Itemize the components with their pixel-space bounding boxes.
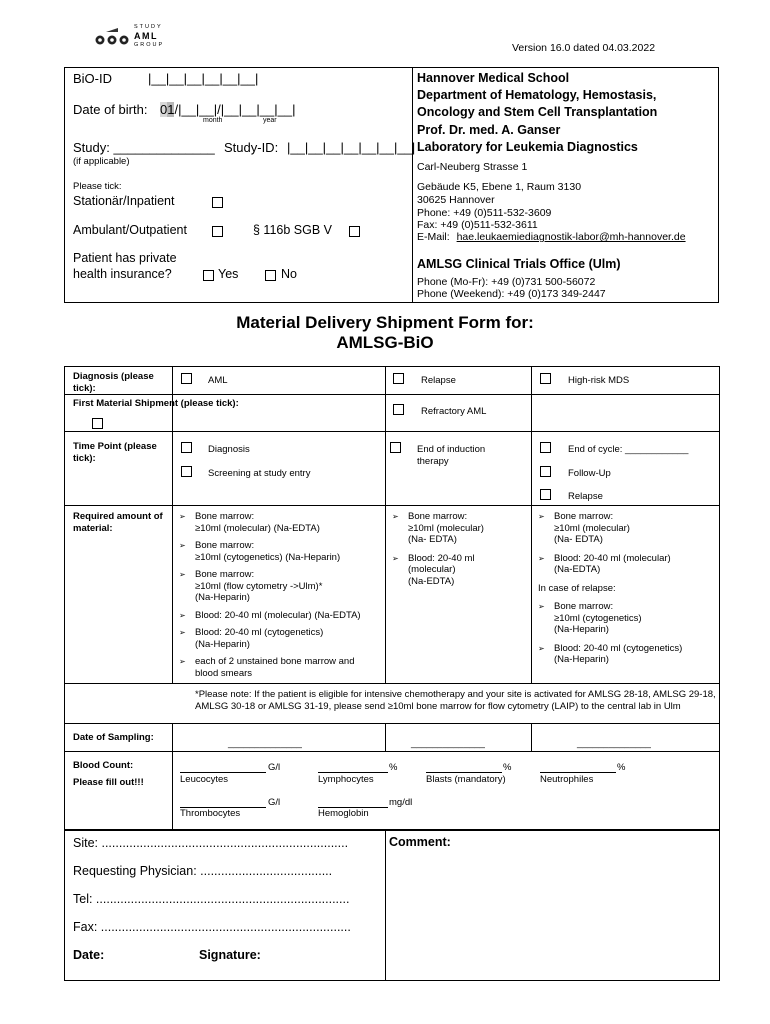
month-hint: month — [203, 117, 223, 124]
thrombocytes-label: Thrombocytes — [180, 808, 241, 819]
aml-checkbox[interactable] — [181, 373, 192, 384]
physician-field[interactable]: Requesting Physician: ...................................... — [73, 864, 333, 878]
flow-cytometry-note: *Please note: If the patient is eligible for intensive chemotherapy and your site is activated for AMLSG 28-18, AMLSG 29-18, AMLSG 30-18 or AMLSG 31-19, please send ≥10ml bone marrow for flow cytometry (LAIP) to the central lab in Ulm — [195, 689, 716, 712]
hr-mds-label: High-risk MDS — [568, 375, 630, 386]
lymphocytes-field[interactable] — [318, 762, 388, 773]
please-tick: Please tick: — [73, 181, 122, 192]
ctc-office: AMLSG Clinical Trials Office (Ulm) — [417, 257, 621, 271]
timepoint-label: Time Point (please tick): — [73, 441, 157, 464]
study-id-label: Study-ID: — [224, 140, 279, 155]
neutrophiles-unit: % — [617, 762, 626, 773]
lab-name: Laboratory for Leukemia Diagnostics — [417, 140, 638, 154]
stationar-checkbox[interactable] — [212, 197, 223, 208]
material-item: ➢ Blood: 20-40 ml (molecular) (Na-EDTA) — [179, 610, 384, 622]
signature-label: Signature: — [199, 948, 261, 962]
leucocytes-label: Leucocytes — [180, 774, 229, 785]
tp-end-induction-label: End of induction therapy — [417, 444, 486, 467]
tp-diagnosis-checkbox[interactable] — [181, 442, 192, 453]
material-item: ➢ Blood: 20-40 ml (molecular) (Na-EDTA) — [392, 553, 530, 588]
hemoglobin-field[interactable] — [318, 797, 388, 808]
sampling-field-1[interactable]: ______________ — [228, 738, 302, 749]
street: Carl-Neuberg Strasse 1 — [417, 161, 528, 173]
email-label: E-Mail: — [417, 231, 450, 243]
tp-relapse-checkbox[interactable] — [540, 489, 551, 500]
email-link[interactable]: hae.leukaemiediagnostik-labor@mh-hannover.de — [456, 231, 686, 243]
tp-end-induction-checkbox[interactable] — [390, 442, 401, 453]
tel-field[interactable]: Tel: ......................................................................... — [73, 892, 350, 906]
material-col3-list — [538, 511, 718, 582]
hr-mds-checkbox[interactable] — [540, 373, 551, 384]
site-field[interactable]: Site: ....................................................................... — [73, 836, 349, 850]
neutrophiles-label: Neutrophiles — [540, 774, 594, 785]
material-item: ➢ Bone marrow: ≥10ml (molecular) (Na- EDTA) — [538, 511, 718, 546]
department-line1: Department of Hematology, Hemostasis, — [417, 88, 657, 102]
fax: Fax: +49 (0)511-532-3611 — [417, 219, 538, 231]
material-item: ➢ Blood: 20-40 ml (molecular) (Na-EDTA) — [538, 553, 718, 576]
form-subtitle: AMLSG-BiO — [336, 333, 434, 352]
tp-screening-checkbox[interactable] — [181, 466, 192, 477]
leucocytes-field[interactable] — [180, 762, 266, 773]
professor-name: Prof. Dr. med. A. Ganser — [417, 123, 561, 137]
sgb-label: § 116b SGB V — [253, 223, 332, 237]
logo-aml: AML — [134, 31, 158, 41]
comment-label: Comment: — [389, 835, 451, 849]
date-label: Date: — [73, 948, 105, 962]
blasts-unit: % — [503, 762, 512, 773]
material-item: ➢ Bone marrow: ≥10ml (cytogenetics) (Na-Heparin) — [179, 540, 384, 563]
main-table — [64, 366, 720, 830]
if-applicable: (if applicable) — [73, 156, 130, 167]
version-text: Version 16.0 dated 04.03.2022 — [512, 42, 656, 54]
relapse-diagnosis-label: Relapse — [421, 375, 456, 386]
no-checkbox[interactable] — [265, 270, 276, 281]
tp-relapse-label: Relapse — [568, 491, 603, 502]
material-item: ➢ Blood: 20-40 ml (cytogenetics) (Na-Heparin) — [538, 643, 718, 666]
dob-day-digit1: 0 — [160, 102, 168, 117]
tp-followup-checkbox[interactable] — [540, 466, 551, 477]
tp-screening-label: Screening at study entry — [208, 468, 311, 479]
material-item: ➢ Bone marrow: ≥10ml (flow cytometry ->Ulm)* (Na-Heparin) — [179, 569, 384, 604]
lymphocytes-label: Lymphocytes — [318, 774, 374, 785]
ambulant-label: Ambulant/Outpatient — [73, 223, 187, 237]
lymphocytes-unit: % — [389, 762, 398, 773]
material-item: ➢ Bone marrow: ≥10ml (molecular) (Na-EDTA) — [179, 511, 384, 534]
private-insurance-label: Patient has private — [73, 251, 177, 265]
logo-group: GROUP — [134, 42, 165, 48]
private-insurance-question: health insurance? — [73, 267, 172, 281]
bio-id-field[interactable]: |__|__|__|__|__|__| — [148, 71, 259, 86]
dob-label: Date of birth: — [73, 102, 148, 117]
ambulant-checkbox[interactable] — [212, 226, 223, 237]
material-item: ➢ Bone marrow: ≥10ml (cytogenetics) (Na-Heparin) — [538, 601, 718, 636]
tp-diagnosis-label: Diagnosis — [208, 444, 250, 455]
no-label: No — [281, 267, 297, 281]
stationar-label: Stationär/Inpatient — [73, 194, 175, 208]
building: Gebäude K5, Ebene 1, Raum 3130 — [417, 181, 582, 193]
blood-count-label: Blood Count: — [73, 760, 134, 771]
dob-day-digit2: 1 — [167, 102, 175, 117]
city: 30625 Hannover — [417, 194, 495, 206]
tp-end-cycle-checkbox[interactable] — [540, 442, 551, 453]
tp-followup-label: Follow-Up — [568, 468, 611, 479]
phone: Phone: +49 (0)511-532-3609 — [417, 207, 552, 219]
dob-rest: /|__|__|/|__|__|__|__| — [174, 102, 296, 117]
aml-label: AML — [208, 375, 228, 386]
sampling-field-2[interactable]: ______________ — [411, 738, 485, 749]
sampling-label: Date of Sampling: — [73, 732, 154, 743]
bio-id-label: BiO-ID — [73, 71, 112, 86]
material-item: ➢ each of 2 unstained bone marrow and blood smears — [179, 656, 384, 679]
neutrophiles-field[interactable] — [540, 762, 616, 773]
material-label: Required amount of material: — [73, 511, 163, 534]
school-name: Hannover Medical School — [417, 71, 570, 85]
material-item: ➢ Bone marrow: ≥10ml (molecular) (Na- EDTA) — [392, 511, 530, 546]
material-col1-list — [179, 511, 384, 685]
first-shipment-checkbox[interactable] — [92, 418, 103, 429]
year-hint: year — [263, 117, 277, 124]
logo-study: STUDY — [134, 24, 163, 30]
thrombocytes-field[interactable] — [180, 797, 266, 808]
refractory-label: Refractory AML — [421, 406, 487, 417]
comment-area[interactable] — [387, 855, 717, 977]
tp-end-cycle-label[interactable]: End of cycle: ____________ — [568, 444, 689, 455]
material-col3b-list — [538, 601, 718, 672]
office-weekend-phone: Phone (Weekend): +49 (0)173 349-2447 — [417, 288, 606, 300]
material-item: ➢ Blood: 20-40 ml (cytogenetics) (Na-Heparin) — [179, 627, 384, 650]
sgb-checkbox[interactable] — [349, 226, 360, 237]
material-col2-list — [392, 511, 530, 593]
blasts-field[interactable] — [426, 762, 502, 773]
department-line2: Oncology and Stem Cell Transplantation — [417, 105, 658, 119]
logo-icon — [94, 26, 132, 48]
study-id-field[interactable]: |__|__|__|__|__|__|__| — [287, 140, 416, 155]
sampling-field-3[interactable]: ______________ — [577, 738, 651, 749]
relapse-case-label: In case of relapse: — [538, 583, 616, 594]
study-field[interactable]: Study: ______________ — [73, 140, 215, 155]
relapse-diagnosis-checkbox[interactable] — [393, 373, 404, 384]
diagnosis-label: Diagnosis (please tick): — [73, 371, 154, 394]
hemoglobin-label: Hemoglobin — [318, 808, 369, 819]
blasts-label: Blasts (mandatory) — [426, 774, 506, 785]
form-title: Material Delivery Shipment Form for: — [236, 313, 534, 332]
fill-out-label: Please fill out!!! — [73, 777, 144, 788]
thrombocytes-unit: G/l — [268, 797, 281, 808]
yes-label: Yes — [218, 267, 239, 281]
fax-field[interactable]: Fax: ........................................................................ — [73, 920, 351, 934]
refractory-checkbox[interactable] — [393, 404, 404, 415]
dob-field[interactable] — [160, 101, 295, 118]
office-phone: Phone (Mo-Fr): +49 (0)731 500-56072 — [417, 276, 596, 288]
leucocytes-unit: G/l — [268, 762, 281, 773]
first-shipment-label: First Material Shipment (please tick): — [73, 398, 239, 409]
yes-checkbox[interactable] — [203, 270, 214, 281]
hemoglobin-unit: mg/dl — [389, 797, 413, 808]
study-aml-logo — [94, 24, 174, 50]
